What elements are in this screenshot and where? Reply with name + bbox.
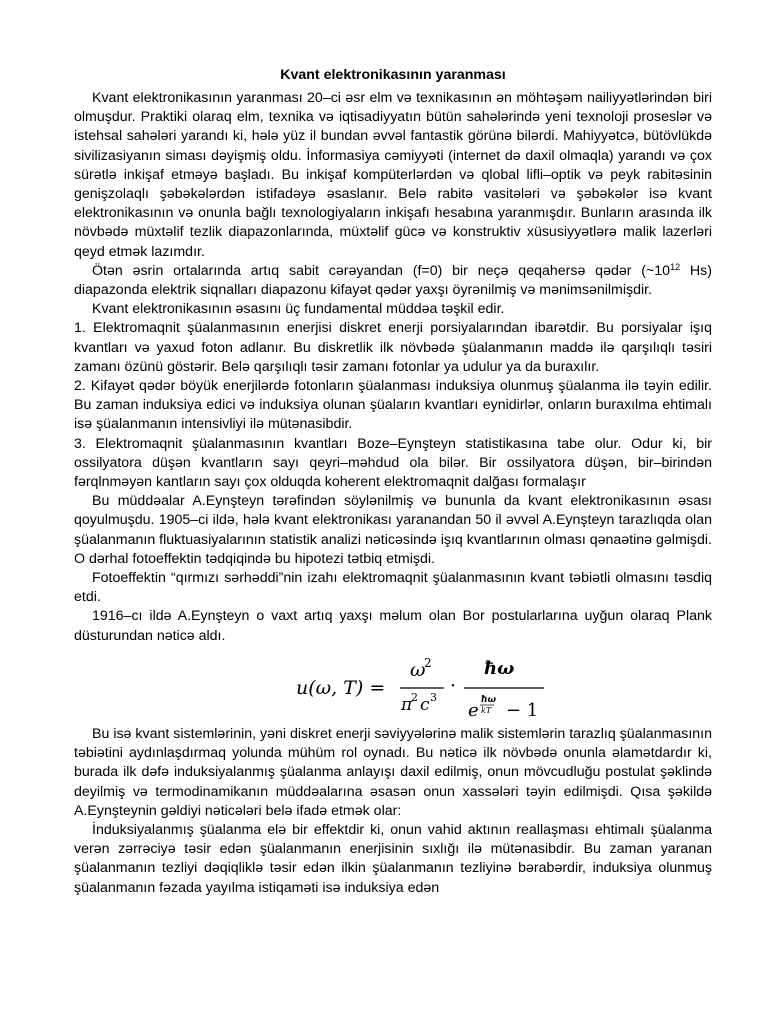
document-title: Kvant elektronikasının yaranması [280, 67, 506, 83]
paragraph-2-text-a: Ötən əsrin ortalarında artıq sabit cərəyandan (f=0) bir neçə qeqahersə qədər (~10 [92, 262, 671, 279]
frac2-exp-num: ħω [481, 694, 497, 705]
paragraph-5: 2. Kifayət qədər böyük enerjilərdə fotonların şüalanması induksiya olunmuş şüalanma ilə təyin edilir. Bu zaman induksiya edici və induksiya olunan şüaların kvantları eynidirlər, onların buraxılma ehtimalı isə şüalanmanın intensivliyi ilə mütənasibdir. [74, 378, 712, 433]
paragraph-2-exponent: 12 [670, 261, 681, 272]
paragraph-7: Bu müddəalar A.Eynşteyn tərəfindən söylənilmiş və bununla da kvant elektronikasının əsası qoyulmuşdu. 1905–ci ildə, hələ kvant elektronikası yaranandan 50 il əvvəl A.Eynşteyn tarazlıqda olan şüalanmanın fluktuasiyalarının statistik analizi nəticəsində işıq kvantlarının olması qənaətinə gəlmişdi. O dərhal fotoeffektin tədqiqində bu hipotezi tətbiq etmişdi. [74, 493, 712, 567]
paragraph-1: Kvant elektronikasının yaranması 20–ci əsr elm və texnikasının ən möhtəşəm nailiyyətlərindən biri olmuşdur. Praktiki olaraq elm, texnika və iqtisadiyyatın bütün sahələrində yeni texnoloji proseslər və istehsal sahələri yarandı ki, hələ yüz il bundan əvvəl fantastik görünə bilərdi. Mahiyyətcə, bütövlükdə sivilizasiyanın siması dəyişmiş oldu. İnformasiya cəmiyyəti (internet də daxil olmaqla) yarandı və çox sürətlə inkişaf etməyə başladı. Bu inkişaf kompüterlərdən və qlobal lifli–optik və peyk rabitəsinin genişzolaqlı şəbəkələrdən istifadəyə əsaslanır. Belə rabitə vasitələri və şəbəkələr isə kvant elektronikasının və onunla bağlı texnologiyaların inkişafı hesabına yaranmışdır. Bunların arasında ilk növbədə müxtəlif tezlik diapazonlarında, müxtəlif gücə və konstruktiv xüsusiyyətlərə malik lazerləri qeyd etmək lazımdır. [74, 90, 712, 260]
frac1-den-c: c [420, 694, 430, 715]
paragraph-2-text-b: Hs) diapazonda elektrik siqnalları diapazonu kifayət qədər yaxşı öyrənilmiş və mənimsənilmişdir. [74, 262, 712, 299]
paragraph-3: Kvant elektronikasının əsasını üç fundamental müddəa təşkil edir. [92, 301, 505, 318]
frac1-numerator-exp: 2 [424, 655, 432, 670]
frac2-den-tail: − 1 [506, 699, 539, 721]
frac2-numerator: ħω [484, 657, 515, 679]
frac1-numerator: ω [410, 658, 426, 681]
paragraph-11: İnduksiyalanmış şüalanma elə bir effektdir ki, onun vahid aktının reallaşması ehtimalı şüalanma verən zərrəciyə təsir edən şüalanmanın enerjisinin sıxlığı ilə mütənasibdir. Bu zaman yaranan şüalanmanın tezliyi dəqiqliklə təsir edən ilkin şüalanmanın tezliyinə bərabərdir, induksiya olunmuş şüalanmanın fəzada yayılma istiqaməti isə induksiya edən [74, 821, 712, 896]
frac1-den-pi-exp: 2 [411, 690, 418, 704]
paragraph-9: 1916–cı ildə A.Eynşteyn o vaxt artıq yaxşı məlum olan Bor postularlarına uyğun olaraq Plank düsturundan nəticə aldı. [74, 608, 712, 644]
frac1-den-pi: π [401, 694, 413, 715]
paragraph-6: 3. Elektromaqnit şüalanmasının kvantları Boze–Eynşteyn statistikasına tabe olur. Odur ki, bir ossilyatora düşən kvantların sayı qeyri–məhdud ola bilər. Bir ossilyatora düşən, bir–birindən fərqlnməyən kantların sayı çox olduqda koherent elektromaqnit dalğası formalaşır [74, 435, 712, 491]
formula-dot: · [450, 674, 457, 697]
formula-lhs: u(ω, T) = [296, 676, 386, 699]
document-page [74, 64, 712, 898]
paragraph-4: 1. Elektromaqnit şüalanmasının enerjisi diskret enerji porsiyalarından ibarətdir. Bu porsiyalar işıq kvantları və yaxud foton adlanır. Bu diskretlik ilk növbədə şüalanmanın maddə ilə qarşılıqlı təsiri zamanı özünü göstərir. Belə qarşılıqlı təsir zamanı fotonlar ya udulur ya da buraxılır. [74, 320, 712, 375]
frac1-den-c-exp: 3 [430, 690, 437, 704]
frac2-den-e: e [468, 699, 479, 721]
frac2-exp-den: kT [481, 705, 492, 715]
paragraph-2 [74, 262, 712, 300]
planck-formula [74, 650, 712, 724]
formula-svg [294, 650, 554, 724]
paragraph-8: Fotoeffektin “qırmızı sərhəddi”nin izahı elektromaqnit şüalanmasının kvant təbiətli olmasını təsdiq etdi. [74, 570, 712, 606]
paragraph-10: Bu isə kvant sistemlərinin, yəni diskret enerji səviyyələrinə malik sistemlərin tarazlıq şüalanmasının təbiətini aydınlaşdırmaq yolunda mühüm rol oynadı. Bu nəticə ilk növbədə onunla əlamətdardır ki, burada ilk dəfə induksiyalanmış şüalanma anlayışı daxil edilmiş, onun mövcudluğu postulat şəklində deyilmiş və termodinamikanın müddəalarına əsasən onun xassələri təyin edilmişdi. Qısa şəkildə A.Eynşteynin gəldiyi nəticələri belə ifadə etmək olar: [74, 725, 712, 819]
